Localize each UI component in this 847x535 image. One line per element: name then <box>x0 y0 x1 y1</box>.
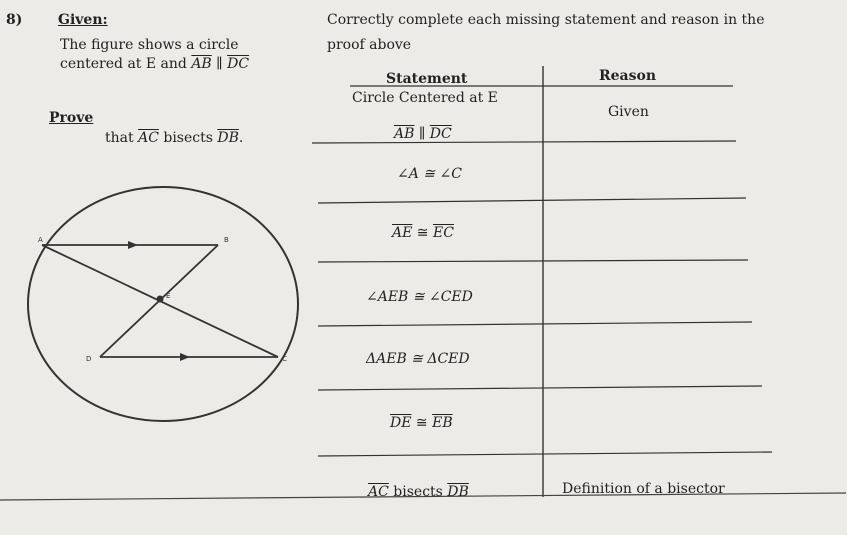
row8-segment-db: $\overline{DB}$ <box>447 484 469 500</box>
label-d: D <box>86 355 92 363</box>
instruction-text: Correctly complete each missing statement and reason in the <box>327 12 765 28</box>
prove-prefix: that <box>105 130 139 146</box>
label-b: B <box>224 236 229 244</box>
row4-segment-ae: $\overline{AE}$ <box>392 225 413 241</box>
label-c: C <box>282 355 287 363</box>
row7-segment-de: $\overline{DE}$ <box>390 415 412 431</box>
row4-segment-ec: $\overline{EC}$ <box>432 225 454 241</box>
row3-statement: ∠A ≅ ∠C <box>397 166 462 182</box>
row1-statement: Circle Centered at E <box>352 90 498 106</box>
prove-segment-ac: $\overline{AC}$ <box>138 130 159 146</box>
given-line-2-prefix: centered at E and <box>60 56 192 72</box>
row7-op: ≅ <box>411 415 433 431</box>
given-segment-dc: $\overline{DC}$ <box>227 56 250 72</box>
given-line-1: The figure shows a circle <box>60 37 239 53</box>
row8-segment-ac: $\overline{AC}$ <box>368 484 389 500</box>
given-label: Given: <box>58 12 108 28</box>
label-e: E <box>166 292 171 300</box>
row6-statement: ΔAEB ≅ ΔCED <box>366 351 470 367</box>
given-segment-ab: $\overline{AB}$ <box>191 56 212 72</box>
prove-end: . <box>238 130 244 146</box>
row2-statement <box>394 126 452 142</box>
row4-op: ≅ <box>412 225 433 241</box>
header-reason: Reason <box>599 68 657 84</box>
row7-segment-eb: $\overline{EB}$ <box>432 415 453 431</box>
row1-reason: Given <box>608 104 649 120</box>
prove-mid: bisects <box>158 130 218 146</box>
row2-op: ∥ <box>414 126 430 142</box>
row5-statement: ∠AEB ≅ ∠CED <box>366 289 473 305</box>
prove-label: Prove <box>49 110 94 126</box>
row7-statement <box>390 415 453 431</box>
row4-statement <box>392 225 454 241</box>
row8-reason: Definition of a bisector <box>562 481 725 497</box>
problem-number: 8) <box>6 12 23 28</box>
row8-statement <box>368 484 469 500</box>
given-parallel-symbol: ∥ <box>211 56 228 72</box>
prove-segment-db: $\overline{DB}$ <box>217 130 239 146</box>
row8-mid: bisects <box>388 484 448 500</box>
label-a: A <box>38 236 43 244</box>
instruction-text-2: proof above <box>327 37 412 53</box>
header-statement: Statement <box>386 71 468 87</box>
row2-segment-dc: $\overline{DC}$ <box>429 126 452 142</box>
row2-segment-ab: $\overline{AB}$ <box>394 126 415 142</box>
